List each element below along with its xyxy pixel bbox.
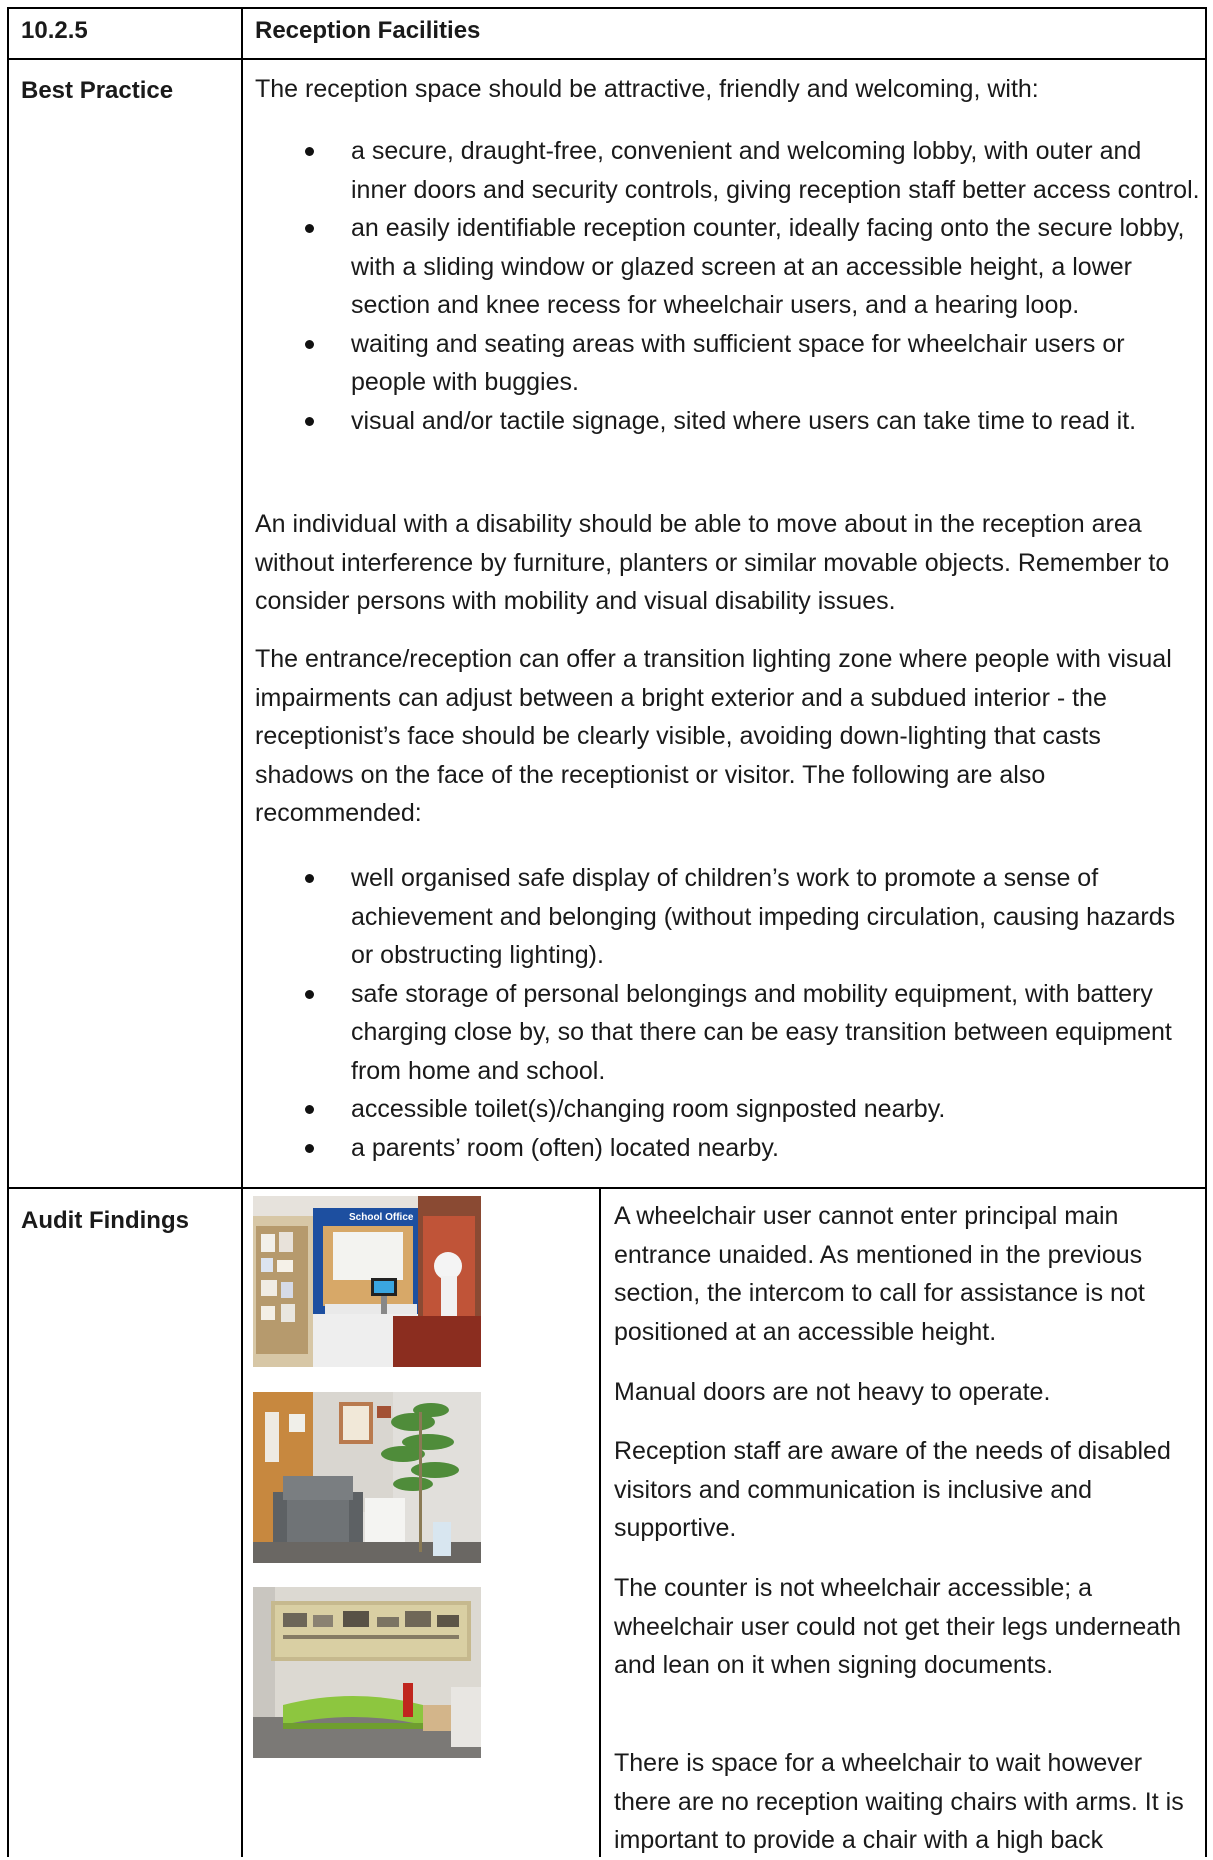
finding-paragraph: There is space for a wheelchair to wait however there are no reception waiting chairs with arms. It is important to provide a chair with a high back bbox=[614, 1749, 1184, 1854]
findings-column-divider bbox=[599, 1187, 601, 1857]
table-left-border bbox=[7, 7, 9, 1857]
table-right-border bbox=[1205, 7, 1207, 1857]
list-item: safe storage of personal belongings and mobility equipment, with battery charging close by, so that there can be easy transition between equipment from home and school. bbox=[255, 975, 1201, 1091]
section-title: Reception Facilities bbox=[255, 17, 481, 44]
bullet-icon bbox=[305, 147, 314, 156]
bullet-icon bbox=[305, 1105, 314, 1114]
school-office-photo bbox=[253, 1196, 481, 1367]
bullet-icon bbox=[305, 990, 314, 999]
bullet-icon bbox=[305, 417, 314, 426]
table-top-border bbox=[7, 7, 1207, 9]
list-item: accessible toilet(s)/changing room signposted nearby. bbox=[255, 1090, 1201, 1129]
table-row-divider-2 bbox=[7, 1187, 1207, 1189]
list-item: well organised safe display of children’s work to promote a sense of achievement and belonging (without impeding circulation, causing hazards or obstructing lighting). bbox=[255, 859, 1201, 975]
section-number: 10.2.5 bbox=[21, 17, 88, 44]
best-practice-intro: The reception space should be attractive, friendly and welcoming, with: bbox=[255, 75, 1039, 103]
list-item: visual and/or tactile signage, sited where users can take time to read it. bbox=[255, 402, 1201, 441]
list-item: a parents’ room (often) located nearby. bbox=[255, 1129, 1201, 1168]
display-bench-photo bbox=[253, 1587, 481, 1758]
bullet-icon bbox=[305, 224, 314, 233]
list-item: a secure, draught-free, convenient and welcoming lobby, with outer and inner doors and security controls, giving reception staff better access control. bbox=[255, 132, 1201, 209]
table-column-divider bbox=[241, 7, 243, 1857]
school-office-sign: School Office bbox=[349, 1212, 414, 1223]
best-practice-list-2 bbox=[255, 859, 1201, 1167]
list-item: an easily identifiable reception counter, ideally facing onto the secure lobby, with a sliding window or glazed screen at an accessible height, a lower section and knee recess for wheelchair users, and a hearing loop. bbox=[255, 209, 1201, 325]
table-row-divider-1 bbox=[7, 58, 1207, 60]
display-bench-photo-image bbox=[253, 1587, 481, 1758]
best-practice-label: Best Practice bbox=[21, 77, 174, 104]
best-practice-list-1 bbox=[255, 132, 1201, 440]
best-practice-paragraph-3: The entrance/reception can offer a transition lighting zone where people with visual impairments can adjust between a bright exterior and a subdued interior - the receptionist’s face should be clearly visible, avoiding down-lighting that casts shadows on the face of the receptionist or visitor. The following are also recommended: bbox=[255, 645, 1172, 827]
bullet-icon bbox=[305, 340, 314, 349]
school-office-photo-image bbox=[253, 1196, 481, 1367]
finding-paragraph: The counter is not wheelchair accessible; a wheelchair user could not get their legs underneath and lean on it when signing documents. bbox=[614, 1574, 1182, 1679]
finding-paragraph: Manual doors are not heavy to operate. bbox=[614, 1378, 1051, 1406]
seating-area-photo-image bbox=[253, 1392, 481, 1563]
seating-area-photo bbox=[253, 1392, 481, 1563]
list-item: waiting and seating areas with sufficient space for wheelchair users or people with buggies. bbox=[255, 325, 1201, 402]
finding-paragraph: A wheelchair user cannot enter principal main entrance unaided. As mentioned in the previous section, the intercom to call for assistance is not positioned at an accessible height. bbox=[614, 1202, 1145, 1346]
finding-paragraph: Reception staff are aware of the needs of disabled visitors and communication is inclusive and supportive. bbox=[614, 1437, 1171, 1542]
bullet-icon bbox=[305, 1144, 314, 1153]
best-practice-paragraph-2: An individual with a disability should be able to move about in the reception area without interference by furniture, planters or similar movable objects. Remember to consider persons with mobility and visual disability issues. bbox=[255, 510, 1170, 615]
bullet-icon bbox=[305, 874, 314, 883]
audit-findings-label: Audit Findings bbox=[21, 1207, 189, 1234]
